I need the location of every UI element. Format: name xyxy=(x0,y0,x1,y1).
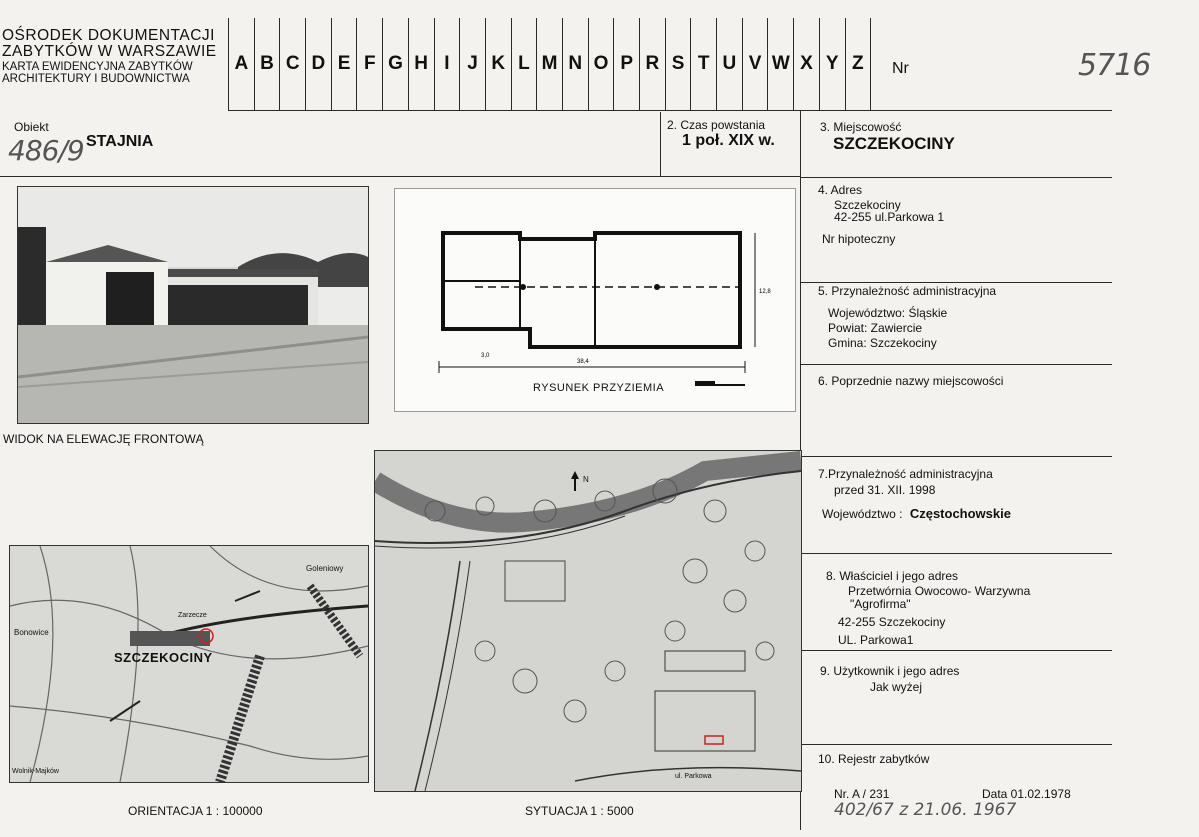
wlasciciel-label: 8. Właściciel i jego adres xyxy=(826,569,959,583)
front-elevation-photo xyxy=(17,186,369,424)
uzytkownik-value: Jak wyżej xyxy=(870,679,923,694)
rejestr-label: 10. Rejestr zabytków xyxy=(818,752,930,766)
nr-label: Nr xyxy=(892,60,909,77)
przynaleznosc-label: 5. Przynależność administracyjna xyxy=(818,284,997,298)
map-goleniowy-label: Goleniowy xyxy=(306,564,344,573)
uzytkownik-label: 9. Użytkownik i jego adres xyxy=(820,664,960,678)
letter-d: D xyxy=(305,18,331,110)
plan-small-label: 3,0 xyxy=(481,353,490,359)
map-zarzecze-label: Zarzecze xyxy=(178,612,207,619)
section-rejestr xyxy=(818,752,929,768)
rp-rule-5 xyxy=(800,364,1112,365)
letter-k: K xyxy=(485,18,511,110)
org-line3: KARTA EWIDENCYJNA ZABYTKÓW xyxy=(2,60,193,73)
letter-v: V xyxy=(742,18,768,110)
letter-y: Y xyxy=(819,18,845,110)
czas-value: 1 poł. XIX w. xyxy=(682,132,775,149)
letter-j: J xyxy=(459,18,485,110)
situation-map-svg xyxy=(375,451,801,791)
plan-length-label: 38,4 xyxy=(577,359,589,365)
letter-index-row xyxy=(228,18,871,110)
wlasciciel-line3: 42-255 Szczekociny xyxy=(838,614,946,629)
miejscowosc-value: SZCZEKOCINY xyxy=(833,134,955,153)
plan-caption: RYSUNEK PRZYZIEMIA xyxy=(533,382,665,394)
nr-handwritten: 5716 xyxy=(1078,48,1151,83)
section-przynaleznosc-1998 xyxy=(818,467,1011,523)
organisation-block xyxy=(2,28,220,85)
letter-r: R xyxy=(639,18,665,110)
rp-rule-4 xyxy=(800,282,1112,283)
przynaleznosc-1998-label2: przed 31. XII. 1998 xyxy=(834,482,936,497)
letter-g: G xyxy=(382,18,408,110)
przynaleznosc-woj: Województwo: Śląskie xyxy=(828,305,948,320)
letter-c: C xyxy=(279,18,305,110)
map-majkow-label: Wolnik-Majków xyxy=(12,768,59,775)
section-poprzednie xyxy=(818,374,1003,390)
letter-x: X xyxy=(793,18,819,110)
obiekt-handwritten: 486/9 xyxy=(8,134,84,167)
letter-z: Z xyxy=(845,18,872,110)
row1-bottom-rule xyxy=(0,176,800,177)
rp-rule-9 xyxy=(800,744,1112,745)
rp-rule-6 xyxy=(800,456,1112,457)
section-adres xyxy=(818,183,944,247)
obiekt-value: STAJNIA xyxy=(86,133,154,150)
wlasciciel-line4: UL. Parkowa1 xyxy=(838,632,914,647)
letter-f: F xyxy=(356,18,382,110)
letter-p: P xyxy=(613,18,639,110)
letter-w: W xyxy=(767,18,793,110)
rp-rule-8 xyxy=(800,650,1112,651)
situation-map xyxy=(374,450,802,792)
przynaleznosc-1998-woj-label: Województwo : xyxy=(822,507,903,522)
miejscowosc-label: 3. Miejscowość xyxy=(820,120,902,134)
letter-l: L xyxy=(511,18,537,110)
poprzednie-label: 6. Poprzednie nazwy miejscowości xyxy=(818,374,1004,388)
rejestr-data: Data 01.02.1978 xyxy=(982,787,1071,801)
adres-line1: Szczekociny xyxy=(834,197,901,212)
org-line2: ZABYTKÓW W WARSZAWIE xyxy=(2,43,217,61)
floor-plan-svg xyxy=(395,189,795,411)
rejestr-handwritten: 402/67 z 21.06. 1967 xyxy=(834,800,1017,820)
photo-illustration xyxy=(18,187,368,423)
sytuacja-caption: SYTUACJA 1 : 5000 xyxy=(525,804,634,818)
czas-label: 2. Czas powstania xyxy=(667,118,766,132)
map-bonowice-label: Bonowice xyxy=(14,628,49,637)
section-przynaleznosc xyxy=(818,284,996,351)
letter-o: O xyxy=(588,18,614,110)
adres-label: 4. Adres xyxy=(818,183,863,197)
letter-b: B xyxy=(254,18,280,110)
plan-width-label: 12,8 xyxy=(759,289,771,295)
section-wlasciciel xyxy=(826,569,1030,648)
przynaleznosc-1998-label1: 7.Przynależność administracyjna xyxy=(818,467,993,481)
orientacja-caption: ORIENTACJA 1 : 100000 xyxy=(128,804,263,818)
obiekt-label: Obiekt xyxy=(14,120,49,134)
floor-plan-drawing xyxy=(394,188,796,412)
przynaleznosc-powiat: Powiat: Zawiercie xyxy=(828,320,923,335)
section-uzytkownik xyxy=(820,664,959,695)
letter-u: U xyxy=(716,18,742,110)
letter-a: A xyxy=(228,18,254,110)
czas-divider xyxy=(660,112,661,176)
adres-hipoteczny: Nr hipoteczny xyxy=(822,231,896,246)
letter-m: M xyxy=(536,18,562,110)
map-street-label: ul. Parkowa xyxy=(675,773,712,780)
map-town-label: SZCZEKOCINY xyxy=(114,650,213,665)
przynaleznosc-1998-woj-value: Częstochowskie xyxy=(909,506,1011,522)
rejestr-nr: Nr. A / 231 xyxy=(834,787,890,801)
org-line4: ARCHITEKTURY I BUDOWNICTWA xyxy=(2,72,190,85)
letter-e: E xyxy=(331,18,357,110)
rp-rule-3 xyxy=(800,177,1112,178)
orientation-map xyxy=(9,545,369,783)
przynaleznosc-gmina: Gmina: Szczekociny xyxy=(828,335,937,350)
letter-t: T xyxy=(690,18,716,110)
wlasciciel-line2: "Agrofirma" xyxy=(850,596,911,611)
letter-s: S xyxy=(665,18,691,110)
letter-n: N xyxy=(562,18,588,110)
photo-caption: WIDOK NA ELEWACJĘ FRONTOWĄ xyxy=(3,432,204,446)
adres-line2: 42-255 ul.Parkowa 1 xyxy=(834,210,945,225)
map-north-label: N xyxy=(583,475,589,484)
letter-i: I xyxy=(434,18,460,110)
letter-h: H xyxy=(408,18,434,110)
rp-rule-7 xyxy=(800,553,1112,554)
header-bottom-rule xyxy=(228,110,1112,111)
wlasciciel-line1: Przetwórnia Owocowo- Warzywna xyxy=(848,583,1031,598)
org-line1: OŚRODEK DOKUMENTACJI xyxy=(2,27,215,44)
